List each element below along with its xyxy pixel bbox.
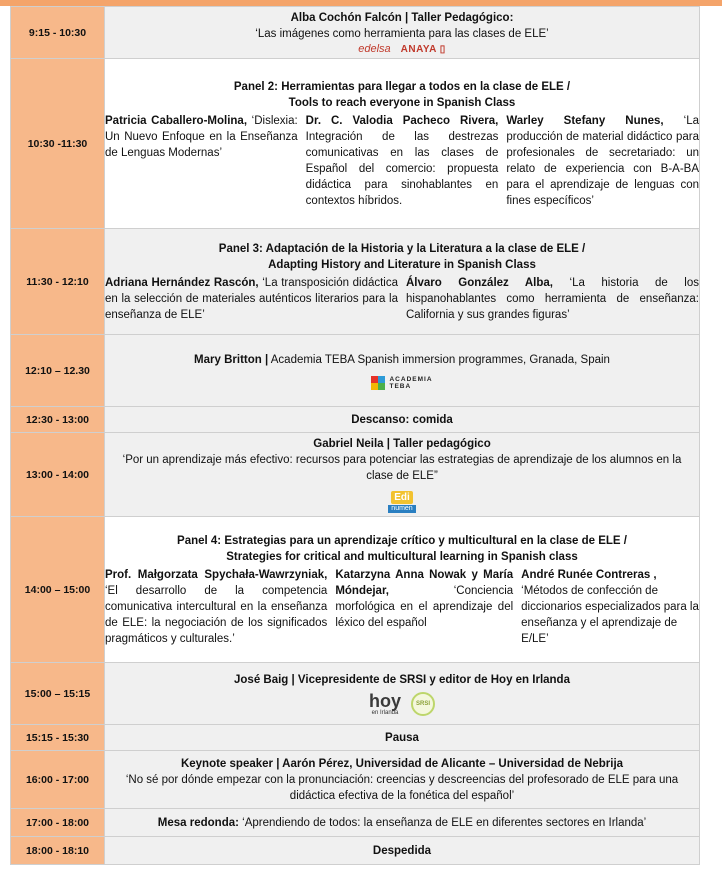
talk-item: Katarzyna Anna Nowak y María Móndejar, ‘Conciencia morfológica en el aprendizaje del léxico del español: [335, 568, 514, 629]
anaya-logo: ANAYA ▯: [400, 43, 446, 55]
event-title: Despedida: [372, 844, 432, 857]
panel-talks: [105, 567, 699, 647]
schedule-table: [10, 6, 700, 865]
schedule-row: [11, 59, 700, 229]
time-cell: 15:15 - 15:30: [11, 725, 105, 751]
srsi-logo: SRSI: [411, 692, 435, 716]
sponsor-logos: [105, 376, 699, 390]
event-cell: [105, 837, 700, 865]
sponsor-logos: [105, 487, 699, 513]
time-cell: 13:00 - 14:00: [11, 433, 105, 517]
time-cell: 14:00 – 15:00: [11, 517, 105, 663]
time-cell: 9:15 - 10:30: [11, 7, 105, 59]
panel-title-en: Tools to reach everyone in Spanish Class: [288, 96, 516, 109]
event-subtitle: ‘No sé por dónde empezar con la pronunciación: creencias y descreencias del profesorado de ELE para una didáctica efectiva de la fonética del español’: [125, 773, 679, 802]
time-cell: 12:10 – 12.30: [11, 335, 105, 407]
schedule-row: [11, 229, 700, 335]
event-cell: [105, 59, 700, 229]
academia-teba-logo: ACADEMIA TEBA: [371, 376, 432, 390]
edinumen-logo: Edi numen: [388, 487, 415, 513]
event-title: Descanso: comida: [351, 413, 453, 426]
sponsor-logos: [105, 692, 699, 716]
edelsa-logo: edelsa: [358, 43, 391, 55]
panel-title: Panel 2: Herramientas para llegar a todos en la clase de ELE /: [233, 80, 571, 93]
schedule-row: [11, 433, 700, 517]
event-cell: [105, 229, 700, 335]
hoy-en-irlanda-logo: hoy en Irlanda: [368, 690, 401, 716]
event-title: Mary Britton | Academia TEBA Spanish immersion programmes, Granada, Spain: [194, 353, 610, 366]
time-cell: 18:00 - 18:10: [11, 837, 105, 865]
event-subtitle: ‘Por un aprendizaje más efectivo: recursos para potenciar las estrategias de aprendizaje de los alumnos en la clase de ELE”: [122, 454, 682, 482]
event-title: Gabriel Neila | Taller pedagógico: [313, 438, 491, 450]
event-subtitle: ‘Las imágenes como herramienta para las clases de ELE’: [255, 28, 549, 40]
panel-talks: [105, 113, 699, 209]
event-cell: [105, 517, 700, 663]
time-cell: 12:30 - 13:00: [11, 407, 105, 433]
talk-item: Álvaro González Alba, ‘La historia de los hispanohablantes como herramienta de enseñanza: California y sus grandes figuras’: [406, 276, 699, 321]
talk-item: Patricia Caballero-Molina, ‘Dislexia: Un Nuevo Enfoque en la Enseñanza de Lenguas Modernas’: [105, 114, 298, 159]
talk-item: André Runée Contreras , ‘Métodos de confección de diccionarios especializados para la enseñanza y el aprendizaje de E/LE’: [521, 568, 699, 645]
talk-item: Adriana Hernández Rascón, ‘La transposición didáctica en la selección de materiales auténticos literarios para la enseñanza de ELE’: [105, 276, 399, 321]
event-cell: [105, 663, 700, 725]
time-cell: 17:00 - 18:00: [11, 809, 105, 837]
event-cell: [105, 809, 700, 837]
schedule-row: [11, 725, 700, 751]
schedule-row: [11, 407, 700, 433]
time-cell: 16:00 - 17:00: [11, 751, 105, 809]
event-title: Alba Cochón Falcón | Taller Pedagógico:: [290, 12, 514, 24]
sponsor-logos: [105, 43, 699, 55]
talk-item: Warley Stefany Nunes, ‘La producción de material didáctico para profesionales de secretariado: un relato de experiencia con B-A-BA para el aprendizaje de lenguas con fines específicos’: [506, 114, 700, 207]
time-cell: 15:00 – 15:15: [11, 663, 105, 725]
schedule-row: [11, 7, 700, 59]
event-cell: [105, 433, 700, 517]
schedule-row: [11, 809, 700, 837]
event-title: Keynote speaker | Aarón Pérez, Universidad de Alicante – Universidad de Nebrija: [180, 757, 624, 770]
schedule-row: [11, 751, 700, 809]
event-title: Pausa: [385, 731, 419, 744]
schedule-row: [11, 837, 700, 865]
talk-item: Dr. C. Valodia Pacheco Rivera, Integración de las destrezas comunicativas en las clases de Español del comercio: propuesta didáctica para sinohablantes en contextos híbridos.: [305, 114, 499, 207]
time-cell: 10:30 -11:30: [11, 59, 105, 229]
panel-talks: [105, 275, 699, 323]
event-title: Mesa redonda: ‘Aprendiendo de todos: la enseñanza de ELE en diferentes sectores en Irlanda’: [157, 816, 647, 829]
event-title: José Baig | Vicepresidente de SRSI y editor de Hoy en Irlanda: [234, 673, 570, 686]
panel-title: Panel 3: Adaptación de la Historia y la Literatura a la clase de ELE /: [218, 242, 586, 255]
schedule-row: [11, 335, 700, 407]
event-cell: [105, 335, 700, 407]
panel-title: Panel 4: Estrategias para un aprendizaje crítico y multicultural en la clase de ELE /: [177, 534, 627, 547]
event-cell: [105, 751, 700, 809]
event-cell: [105, 7, 700, 59]
schedule-row: [11, 663, 700, 725]
event-cell: [105, 407, 700, 433]
time-cell: 11:30 - 12:10: [11, 229, 105, 335]
schedule-row: [11, 517, 700, 663]
talk-item: Prof. Małgorzata Spychała-Wawrzyniak, ‘El desarrollo de la competencia comunicativa intercultural en la enseñanza de ELE: la negociación de los significados pragmáticos y culturales.’: [105, 568, 328, 645]
panel-title-en: Adapting History and Literature in Spanish Class: [268, 258, 536, 271]
panel-title-en: Strategies for critical and multicultural learning in Spanish class: [226, 550, 578, 563]
event-cell: [105, 725, 700, 751]
